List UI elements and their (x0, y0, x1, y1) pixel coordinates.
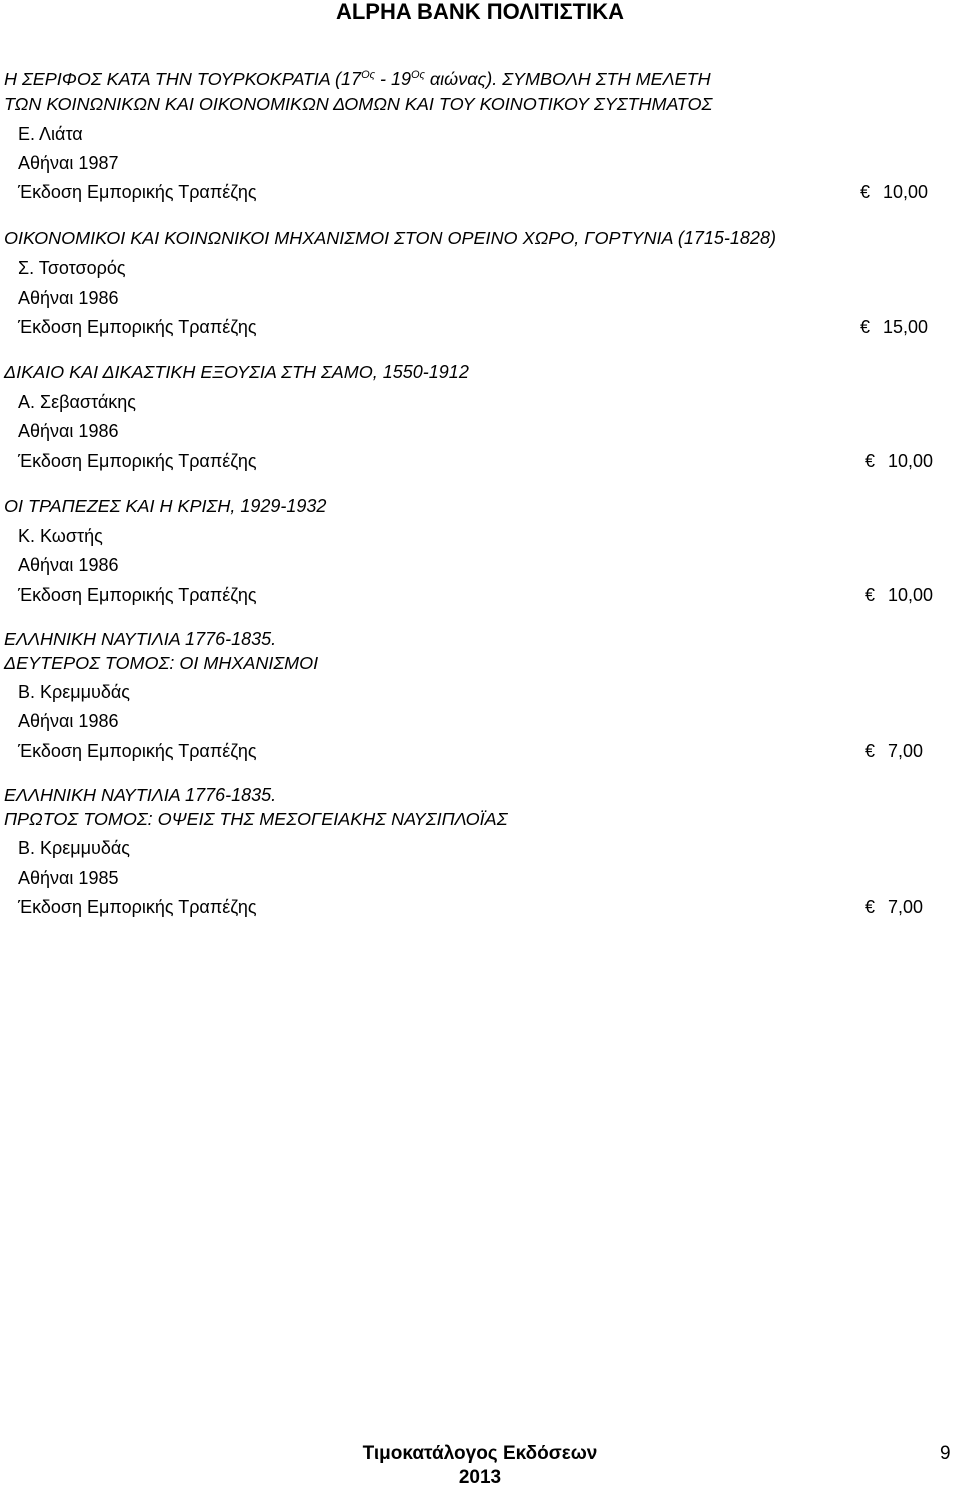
entry-place-year: Αθήναι 1986 (18, 288, 119, 308)
entry-title-line1: ΕΛΛΗΝΙΚΗ ΝΑΥΤΙΛΙΑ 1776-1835. (4, 785, 277, 805)
entry-author: Κ. Κωστής (18, 526, 103, 546)
euro-symbol: € (860, 317, 871, 337)
entry-publisher: Έκδοση Εμπορικής Τραπέζης (18, 897, 257, 917)
entry-author: Α. Σεβαστάκης (18, 392, 136, 412)
entry-price: 10,00 (888, 585, 934, 605)
page-header: ALPHA BANK ΠΟΛΙΤΙΣΤΙΚΑ (335, 0, 624, 24)
entry-author: Β. Κρεμμυδάς (18, 838, 130, 858)
entry-publisher: Έκδοση Εμπορικής Τραπέζης (18, 317, 257, 337)
entry-title-line1: ΟΙΚΟΝΟΜΙΚΟΙ ΚΑΙ ΚΟΙΝΩΝΙΚΟΙ ΜΗΧΑΝΙΣΜΟΙ ΣΤΟΝ ΟΡΕΙΝΟ ΧΩΡΟ, ΓΟΡΤΥΝΙΑ (1715-1828) (4, 228, 776, 248)
footer-year: 2013 (458, 1467, 502, 1488)
entry-price: 7,00 (888, 741, 924, 761)
entry-author: Β. Κρεμμυδάς (18, 682, 130, 702)
euro-symbol: € (865, 741, 876, 761)
entry-title-line1: ΕΛΛΗΝΙΚΗ ΝΑΥΤΙΛΙΑ 1776-1835. (4, 629, 277, 649)
entry-price: 7,00 (888, 897, 924, 917)
euro-symbol: € (865, 451, 876, 471)
entry-title-line1: ΔΙΚΑΙΟ ΚΑΙ ΔΙΚΑΣΤΙΚΗ ΕΞΟΥΣΙΑ ΣΤΗ ΣΑΜΟ, 1550-1912 (4, 362, 469, 382)
footer-title: Τιμοκατάλογος Εκδόσεων (362, 1443, 598, 1464)
entry-publisher: Έκδοση Εμπορικής Τραπέζης (18, 741, 257, 761)
euro-symbol: € (865, 897, 876, 917)
entry-title-line2: ΤΩΝ ΚΟΙΝΩΝΙΚΩΝ ΚΑΙ ΟΙΚΟΝΟΜΙΚΩΝ ΔΟΜΩΝ ΚΑΙ ΤΟΥ ΚΟΙΝΟΤΙΚΟΥ ΣΥΣΤΗΜΑΤΟΣ (4, 94, 713, 114)
entry-price: 10,00 (888, 451, 934, 471)
entry-publisher: Έκδοση Εμπορικής Τραπέζης (18, 451, 257, 471)
entry-publisher: Έκδοση Εμπορικής Τραπέζης (18, 585, 257, 605)
entry-title-line2: ΔΕΥΤΕΡΟΣ ΤΟΜΟΣ: ΟΙ ΜΗΧΑΝΙΣΜΟΙ (4, 653, 319, 673)
page-footer (330, 1442, 630, 1490)
entry-place-year: Αθήναι 1986 (18, 711, 119, 731)
entry-place-year: Αθήναι 1987 (18, 153, 119, 173)
entry-title-line2: ΠΡΩΤΟΣ ΤΟΜΟΣ: ΟΨΕΙΣ ΤΗΣ ΜΕΣΟΓΕΙΑΚΗΣ ΝΑΥΣΙΠΛΟΪΑΣ (4, 809, 508, 829)
entry-place-year: Αθήναι 1985 (18, 868, 119, 888)
entry-price: 10,00 (883, 182, 929, 202)
euro-symbol: € (865, 585, 876, 605)
entry-place-year: Αθήναι 1986 (18, 555, 119, 575)
entry-place-year: Αθήναι 1986 (18, 421, 119, 441)
page-number: 9 (940, 1443, 951, 1464)
entry-title-line1: Η ΣΕΡΙΦΟΣ ΚΑΤΑ ΤΗΝ ΤΟΥΡΚΟΚΡΑΤΙΑ ($17^{O\varsigma} - 19^{O\varsigma}$ αιώνας). ΣΥΜΒΟΛΗ ΣΤΗ ΜΕΛΕΤΗ (4, 69, 711, 89)
entry-title-line1: ΟΙ ΤΡΑΠΕΖΕΣ ΚΑΙ Η ΚΡΙΣΗ, 1929-1932 (4, 496, 327, 516)
entry-price: 15,00 (883, 317, 929, 337)
entry-author: Σ. Τσοτσορός (18, 258, 126, 278)
entry-publisher: Έκδοση Εμπορικής Τραπέζης (18, 182, 257, 202)
entry-author: Ε. Λιάτα (18, 124, 83, 144)
euro-symbol: € (860, 182, 871, 202)
